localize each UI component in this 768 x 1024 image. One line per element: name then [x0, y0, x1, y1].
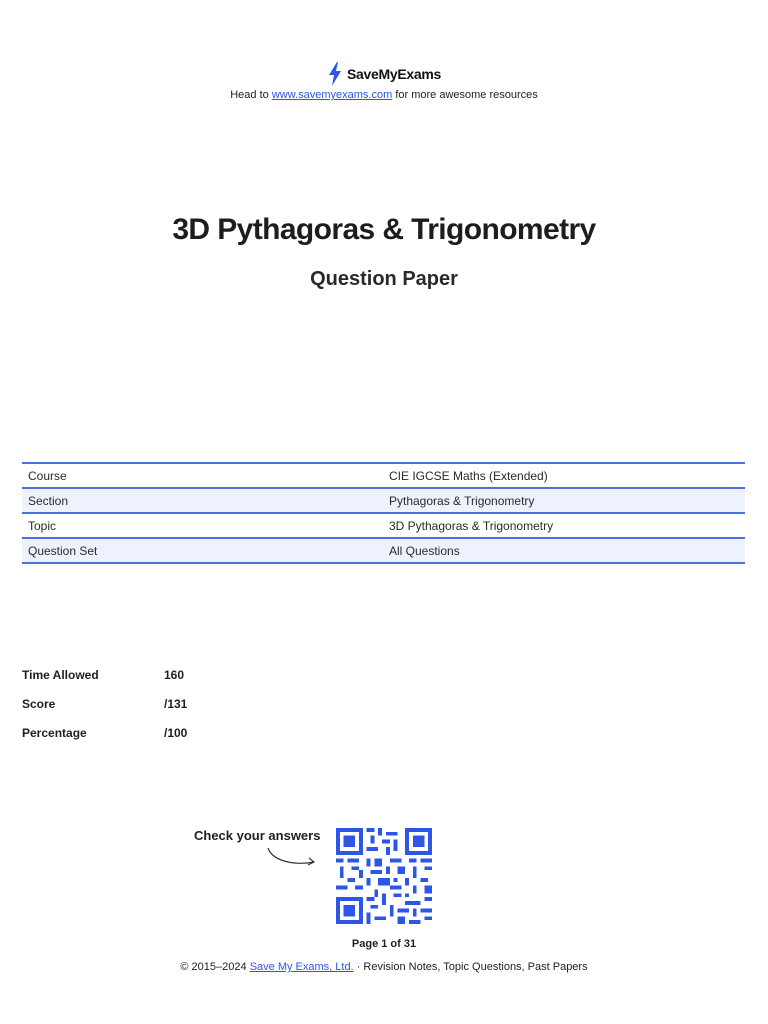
document-subtitle: Question Paper — [310, 268, 458, 290]
brand-name: SaveMyExams — [347, 66, 441, 82]
meta-list — [22, 660, 187, 747]
footer-copyright — [0, 961, 768, 973]
table-key: Topic — [22, 513, 383, 538]
copyright-suffix: · Revision Notes, Topic Questions, Past Papers — [356, 961, 588, 973]
table-key: Course — [22, 463, 383, 488]
meta-row-score — [22, 689, 187, 718]
table-key: Section — [22, 488, 383, 513]
meta-value: 160 — [164, 667, 185, 682]
table-row — [22, 463, 745, 488]
tagline — [0, 89, 768, 101]
table-value: CIE IGCSE Maths (Extended) — [383, 463, 745, 488]
company-link[interactable]: Save My Exams, Ltd. — [249, 961, 354, 973]
document-title: 3D Pythagoras & Trigonometry — [172, 213, 596, 246]
table-value: Pythagoras & Trigonometry — [383, 488, 745, 513]
meta-label: Score — [22, 696, 56, 711]
table-value: All Questions — [383, 538, 745, 563]
meta-label: Time Allowed — [22, 667, 99, 682]
table-row — [22, 513, 745, 538]
table-value: 3D Pythagoras & Trigonometry — [383, 513, 745, 538]
qr-code-icon[interactable] — [336, 828, 432, 924]
table-row — [22, 488, 745, 513]
copyright-prefix: © 2015–2024 — [180, 961, 247, 973]
meta-row-percentage — [22, 718, 187, 747]
check-answers-label: Check your answers — [194, 828, 321, 843]
tagline-suffix: for more awesome resources — [395, 89, 538, 101]
meta-value: /100 — [164, 725, 188, 740]
curved-arrow-icon — [264, 846, 320, 868]
lightning-bolt-icon — [327, 62, 343, 86]
brand-logo — [0, 62, 768, 86]
table-key: Question Set — [22, 538, 383, 563]
page-number: Page 1 of 31 — [351, 938, 417, 950]
meta-label: Percentage — [22, 725, 87, 740]
meta-row-time — [22, 660, 187, 689]
info-table — [22, 462, 745, 564]
tagline-prefix: Head to — [230, 89, 269, 101]
meta-value: /131 — [164, 696, 188, 711]
website-link[interactable]: www.savemyexams.com — [271, 89, 393, 101]
table-row — [22, 538, 745, 563]
